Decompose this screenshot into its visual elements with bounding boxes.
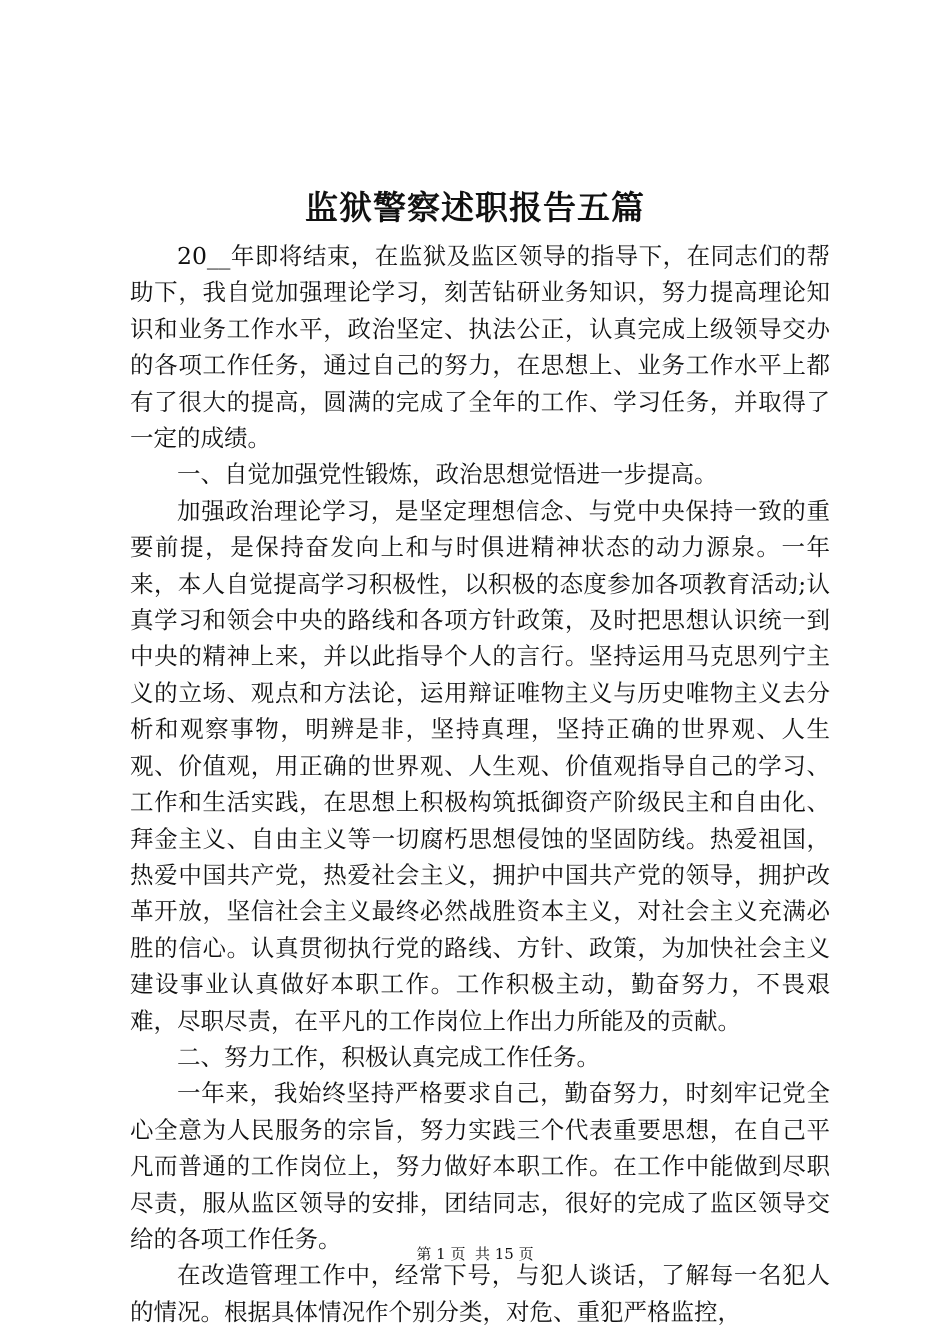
paragraph-reform-management: 在改造管理工作中，经常下号，与犯人谈话，了解每一名犯人的情况。根据具体情况作个别分类，对危、重犯严格监控， [130,1261,830,1326]
document-title: 监狱警察述职报告五篇 [305,188,645,227]
heading-section-2: 二、努力工作，积极认真完成工作任务。 [177,1042,600,1071]
paragraph-political-study: 加强政治理论学习，是坚定理想信念、与党中央保持一致的重要前提，是保持奋发向上和与时俱进精神状态的动力源泉。一年来，本人自觉提高学习积极性，以积极的态度参加各项教育活动;认真学习和领会中央的路线和各项方针政策，及时把思想认识统一到中央的精神上来，并以此指导个人的言行。坚持运用马克思列宁主义的立场、观点和方法论，运用辩证唯物主义与历史唯物主义去分析和观察事物，明辨是非，坚持真理，坚持正确的世界观、人生观、价值观，用正确的世界观、人生观、价值观指导自己的学习、工作和生活实践，在思想上积极构筑抵御资产阶级民主和自由化、拜金主义、自由主义等一切腐朽思想侵蚀的坚固防线。热爱祖国，热爱中国共产党，热爱社会主义，拥护中国共产党的领导，拥护改革开放，坚信社会主义最终必然战胜资本主义，对社会主义充满必胜的信心。认真贯彻执行党的路线、方针、政策，为加快社会主义建设事业认真做好本职工作。工作积极主动，勤奋努力，不畏艰难，尽职尽责，在平凡的工作岗位上作出力所能及的贡献。 [130,496,830,1035]
document-body [130,238,830,1330]
page-footer: 第 1 页 共 15 页 [416,1245,534,1263]
paragraph-intro: 20__年即将结束，在监狱及监区领导的指导下，在同志们的帮助下，我自觉加强理论学习，刻苦钻研业务知识，努力提高理论知识和业务工作水平，政治坚定、执法公正，认真完成上级领导交办的各项工作任务，通过自己的努力，在思想上、业务工作水平上都有了很大的提高，圆满的完成了全年的工作、学习任务，并取得了一定的成绩。 [130,242,830,453]
heading-section-1: 一、自觉加强党性锻炼，政治思想觉悟进一步提高。 [177,460,718,489]
paragraph-work-duty: 一年来，我始终坚持严格要求自己，勤奋努力，时刻牢记党全心全意为人民服务的宗旨，努力实践三个代表重要思想，在自己平凡而普通的工作岗位上，努力做好本职工作。在工作中能做到尽职尽责，服从监区领导的安排，团结同志，很好的完成了监区领导交给的各项工作任务。 [130,1079,830,1253]
